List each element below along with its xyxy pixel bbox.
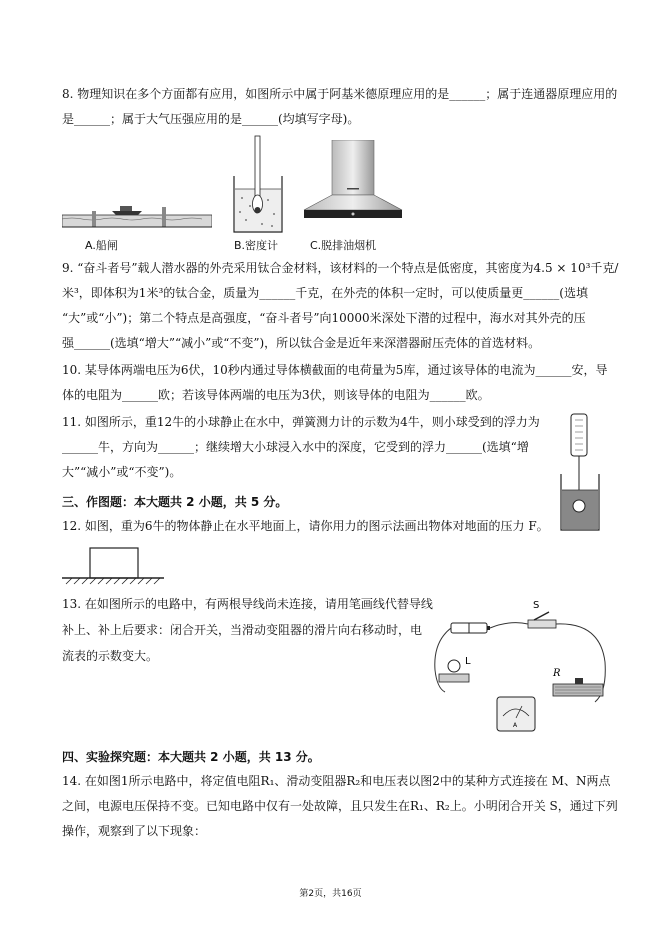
- q11-line1: 11. 如图所示，重12牛的小球静止在水中，弹簧测力计的示数为4牛，则小球受到的浮力为: [62, 415, 540, 429]
- q9-line4: 强______(选填“增大”“减小”或“不变”)，所以钛合金是近年来深潜器耐压壳体的首选材料。: [62, 336, 541, 350]
- ammeter-label: A: [513, 722, 518, 729]
- q14-line2: 之间，电源电压保持不变。已知电路中仅有一处故障，且只发生在R₁、R₂上。小明闭合开关 S，通过下列: [62, 799, 618, 813]
- rheostat-label: R: [553, 668, 561, 679]
- caption-c: C.脱排油烟机: [310, 239, 377, 252]
- q14-line1: 14. 在如图1所示电路中，将定值电阻R₁、滑动变阻器R₂和电压表以图2中的某种方式连接在 M、N两点: [62, 774, 611, 788]
- q14-line3: 操作，观察到了以下现象：: [62, 824, 207, 838]
- caption-b: B.密度计: [234, 239, 279, 252]
- spring-scale-figure: [555, 412, 605, 532]
- q10-line1: 10. 某导体两端电压为6伏，10秒内通过导体横截面的电荷量为5库，通过该导体的电流为______安，导: [62, 363, 608, 377]
- lamp-label: L: [465, 656, 471, 667]
- hydrometer-figure: [228, 134, 288, 234]
- ship-lock-figure: [62, 195, 212, 235]
- range-hood-figure: [300, 140, 405, 235]
- q11-line2: ______牛，方向为______；继续增大小球浸入水中的深度，它受到的浮力______(选填“增: [62, 440, 529, 454]
- q13-line1: 13. 在如图所示的电路中，有两根导线尚未连接，请用笔画线代替导线: [62, 597, 433, 611]
- page-footer: 第2页，共16页: [299, 889, 362, 899]
- q13-line2: 补上、补上后要求：闭合开关，当滑动变阻器的滑片向右移动时，电: [62, 623, 423, 637]
- q8-line1: 8. 物理知识在多个方面都有应用，如图所示中属于阿基米德原理应用的是______；属于连通器原理应用的: [62, 87, 618, 101]
- section-4-heading: 四、实验探究题：本大题共 2 小题，共 13 分。: [62, 750, 320, 764]
- q9-line2: 米³，即体积为1米³的钛合金，质量为______千克，在外壳的体积一定时，可以使质量更______(选填: [62, 286, 588, 300]
- q13-line3: 流表的示数变大。: [62, 649, 159, 663]
- switch-label: S: [533, 600, 540, 611]
- caption-a: A.船闸: [85, 239, 118, 252]
- q11-line3: 大”“减小”或“不变”)。: [62, 465, 182, 479]
- q9-line3: “大”或“小”)；第二个特点是高强度，“奋斗者号”向10000米深处下潜的过程中，海水对其外壳的压: [62, 311, 586, 325]
- q10-line2: 体的电阻为______欧；若该导体两端的电压为3伏，则该导体的电阻为______欧。: [62, 388, 490, 402]
- section-3-heading: 三、作图题：本大题共 2 小题，共 5 分。: [62, 495, 288, 509]
- q8-line2: 是______；属于大气压强应用的是______(均填写字母)。: [62, 112, 360, 126]
- q9-line1: 9. “奋斗者号”载人潜水器的外壳采用钛合金材料，该材料的一个特点是低密度，其密度为4.5 × 10³千克/: [62, 261, 619, 275]
- block-on-ground-figure: [62, 544, 164, 588]
- q12-text: 12. 如图，重为6牛的物体静止在水平地面上，请你用力的图示法画出物体对地面的压力 F。: [62, 519, 549, 533]
- circuit-figure: [425, 592, 615, 742]
